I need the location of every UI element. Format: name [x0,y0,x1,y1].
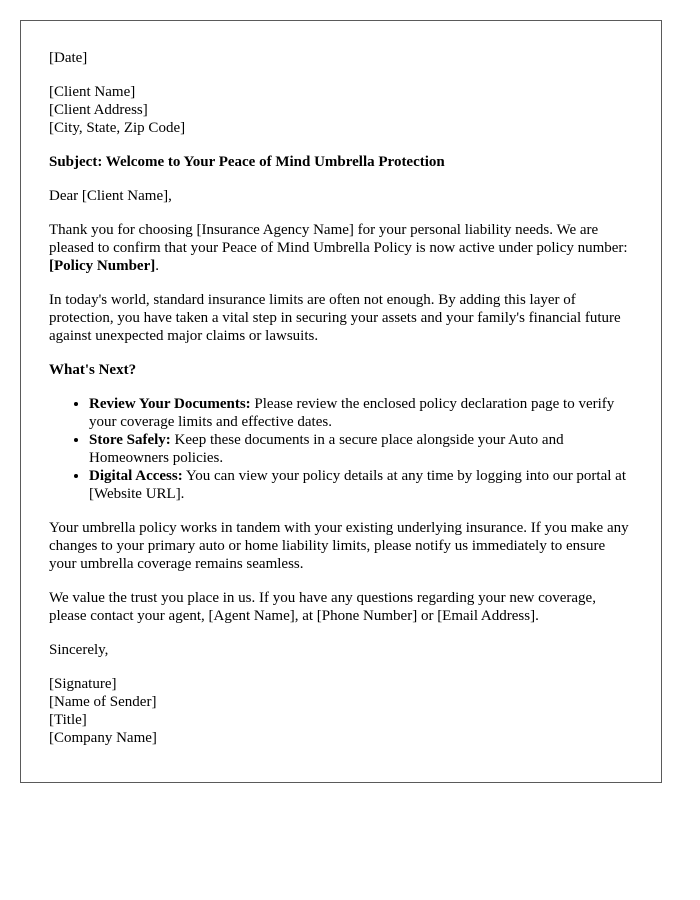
paragraph-confirmation-text: Thank you for choosing [Insurance Agency Name] for your personal liability needs. We are pleased to confirm that your Peace of Mind Umbrella Policy is now active under policy number: [49,222,628,256]
recipient-block [49,83,634,137]
list-item-label: Digital Access: [89,468,183,484]
list-item [89,467,634,503]
list-item-text: You can view your policy details at any time by logging into our portal at [Website URL]. [89,468,626,502]
next-steps-list [49,395,634,503]
paragraph-tandem: Your umbrella policy works in tandem with your existing underlying insurance. If you make any changes to your primary auto or home liability limits, please notify us immediately to ensure your umbrella coverage remains seamless. [49,520,629,572]
paragraph-confirmation [49,221,634,275]
paragraph-contact: We value the trust you place in us. If you have any questions regarding your new coverage, please contact your agent, [Agent Name], at [Phone Number] or [Email Address]. [49,590,596,624]
recipient-name: [Client Name] [49,84,136,100]
company-name: [Company Name] [49,730,157,746]
list-item-text: Please review the enclosed policy declaration page to verify your coverage limits and effective dates. [89,396,615,430]
recipient-address: [Client Address] [49,102,148,118]
list-item [89,395,634,431]
sender-name: [Name of Sender] [49,694,157,710]
letter-document [20,20,662,783]
list-item-label: Review Your Documents: [89,396,251,412]
whats-next-heading: What's Next? [49,362,137,378]
paragraph-confirmation-end: . [155,258,159,274]
signature: [Signature] [49,676,117,692]
list-item-label: Store Safely: [89,432,171,448]
letter-subject: Subject: Welcome to Your Peace of Mind Umbrella Protection [49,154,445,170]
list-item [89,431,634,467]
sender-title: [Title] [49,712,87,728]
salutation: Dear [Client Name], [49,188,172,204]
recipient-city: [City, State, Zip Code] [49,120,186,136]
letter-date: [Date] [49,50,88,66]
closing: Sincerely, [49,642,109,658]
paragraph-protection: In today's world, standard insurance limits are often not enough. By adding this layer of protection, you have taken a vital step in securing your assets and your family's financial future against unexpected major claims or lawsuits. [49,292,621,344]
signature-block [49,675,634,747]
policy-number: [Policy Number] [49,258,156,274]
list-item-text: Keep these documents in a secure place alongside your Auto and Homeowners policies. [89,432,564,466]
